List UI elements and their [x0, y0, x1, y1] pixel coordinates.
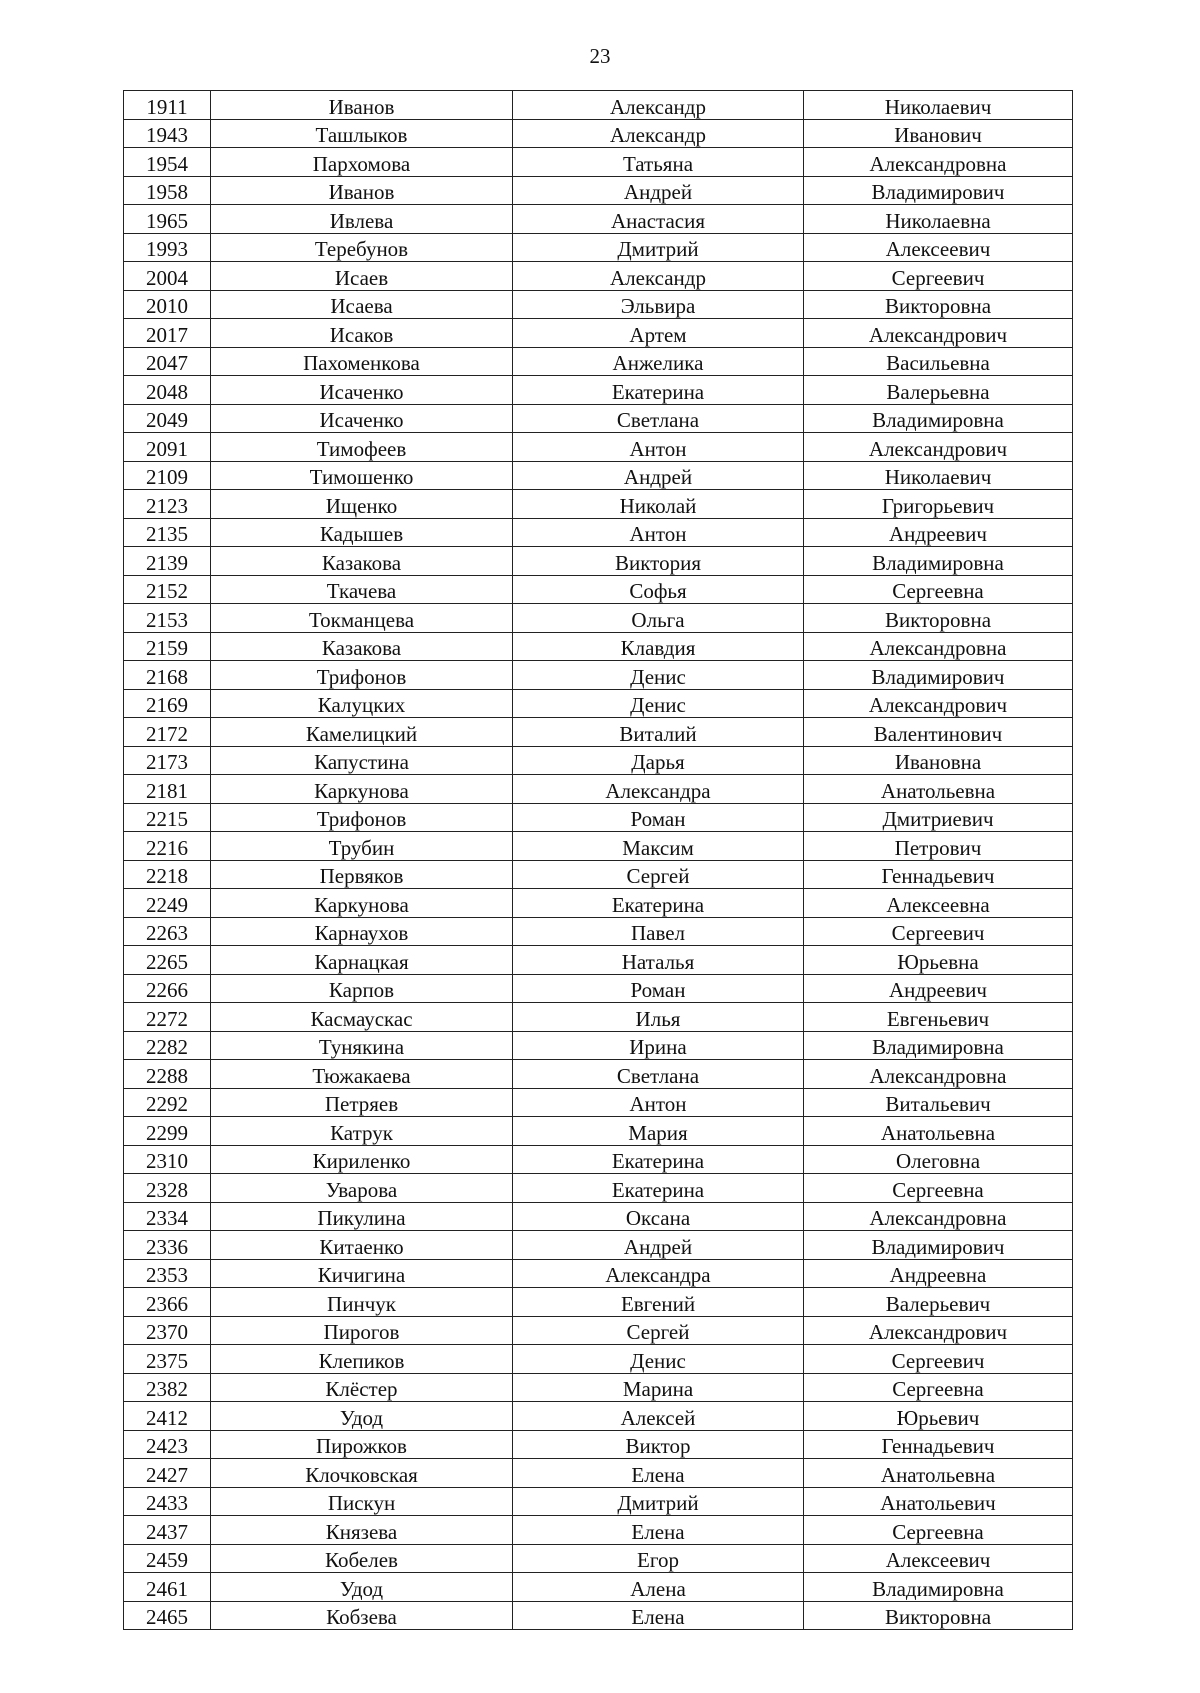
- first-name-cell: Мария: [513, 1117, 804, 1146]
- row-number-cell: 2153: [124, 604, 211, 633]
- table-row: [124, 1345, 1073, 1374]
- last-name-cell: Карпов: [211, 974, 513, 1003]
- last-name-cell: Исаченко: [211, 404, 513, 433]
- patronymic-cell: Николаевич: [804, 91, 1073, 120]
- last-name-cell: Уварова: [211, 1174, 513, 1203]
- row-number-cell: 1993: [124, 233, 211, 262]
- last-name-cell: Петряев: [211, 1088, 513, 1117]
- table-row: [124, 1202, 1073, 1231]
- last-name-cell: Трифонов: [211, 661, 513, 690]
- row-number-cell: 2266: [124, 974, 211, 1003]
- row-number-cell: 2173: [124, 746, 211, 775]
- row-number-cell: 2282: [124, 1031, 211, 1060]
- patronymic-cell: Владимировна: [804, 547, 1073, 576]
- patronymic-cell: Викторовна: [804, 1601, 1073, 1630]
- table-row: [124, 917, 1073, 946]
- first-name-cell: Светлана: [513, 404, 804, 433]
- patronymic-cell: Сергеевна: [804, 575, 1073, 604]
- row-number-cell: 2169: [124, 689, 211, 718]
- row-number-cell: 2459: [124, 1544, 211, 1573]
- patronymic-cell: Валерьевна: [804, 376, 1073, 405]
- last-name-cell: Карнацкая: [211, 946, 513, 975]
- first-name-cell: Максим: [513, 832, 804, 861]
- first-name-cell: Алексей: [513, 1402, 804, 1431]
- table-row: [124, 205, 1073, 234]
- row-number-cell: 2427: [124, 1459, 211, 1488]
- row-number-cell: 2168: [124, 661, 211, 690]
- first-name-cell: Анастасия: [513, 205, 804, 234]
- table-row: [124, 1259, 1073, 1288]
- last-name-cell: Капустина: [211, 746, 513, 775]
- patronymic-cell: Геннадьевич: [804, 1430, 1073, 1459]
- table-row: [124, 860, 1073, 889]
- row-number-cell: 2336: [124, 1231, 211, 1260]
- table-row: [124, 1231, 1073, 1260]
- table-row: [124, 433, 1073, 462]
- table-row: [124, 547, 1073, 576]
- table-row: [124, 632, 1073, 661]
- last-name-cell: Касмаускас: [211, 1003, 513, 1032]
- patronymic-cell: Сергеевич: [804, 917, 1073, 946]
- first-name-cell: Андрей: [513, 176, 804, 205]
- row-number-cell: 2423: [124, 1430, 211, 1459]
- last-name-cell: Пинчук: [211, 1288, 513, 1317]
- patronymic-cell: Васильевна: [804, 347, 1073, 376]
- last-name-cell: Ткачева: [211, 575, 513, 604]
- patronymic-cell: Петрович: [804, 832, 1073, 861]
- patronymic-cell: Владимировна: [804, 404, 1073, 433]
- registry-table-body: [124, 91, 1073, 1630]
- row-number-cell: 1958: [124, 176, 211, 205]
- first-name-cell: Александра: [513, 775, 804, 804]
- last-name-cell: Каркунова: [211, 889, 513, 918]
- last-name-cell: Первяков: [211, 860, 513, 889]
- patronymic-cell: Андреевич: [804, 974, 1073, 1003]
- last-name-cell: Каркунова: [211, 775, 513, 804]
- last-name-cell: Пикулина: [211, 1202, 513, 1231]
- first-name-cell: Денис: [513, 661, 804, 690]
- last-name-cell: Пирожков: [211, 1430, 513, 1459]
- patronymic-cell: Григорьевич: [804, 490, 1073, 519]
- table-row: [124, 347, 1073, 376]
- last-name-cell: Тимошенко: [211, 461, 513, 490]
- patronymic-cell: Витальевич: [804, 1088, 1073, 1117]
- first-name-cell: Наталья: [513, 946, 804, 975]
- patronymic-cell: Владимирович: [804, 1231, 1073, 1260]
- row-number-cell: 2216: [124, 832, 211, 861]
- table-row: [124, 946, 1073, 975]
- last-name-cell: Иванов: [211, 91, 513, 120]
- first-name-cell: Роман: [513, 803, 804, 832]
- patronymic-cell: Владимирович: [804, 176, 1073, 205]
- patronymic-cell: Александровна: [804, 1060, 1073, 1089]
- last-name-cell: Исаченко: [211, 376, 513, 405]
- patronymic-cell: Алексеевна: [804, 889, 1073, 918]
- row-number-cell: 2272: [124, 1003, 211, 1032]
- last-name-cell: Казакова: [211, 632, 513, 661]
- first-name-cell: Дмитрий: [513, 1487, 804, 1516]
- patronymic-cell: Иванович: [804, 119, 1073, 148]
- patronymic-cell: Владимировна: [804, 1031, 1073, 1060]
- patronymic-cell: Олеговна: [804, 1145, 1073, 1174]
- table-row: [124, 889, 1073, 918]
- patronymic-cell: Александровна: [804, 148, 1073, 177]
- table-row: [124, 1117, 1073, 1146]
- table-row: [124, 604, 1073, 633]
- last-name-cell: Исаков: [211, 319, 513, 348]
- table-row: [124, 233, 1073, 262]
- row-number-cell: 2215: [124, 803, 211, 832]
- first-name-cell: Елена: [513, 1516, 804, 1545]
- first-name-cell: Александр: [513, 91, 804, 120]
- row-number-cell: 2109: [124, 461, 211, 490]
- first-name-cell: Роман: [513, 974, 804, 1003]
- registry-table: [123, 90, 1073, 1630]
- patronymic-cell: Валерьевич: [804, 1288, 1073, 1317]
- row-number-cell: 2433: [124, 1487, 211, 1516]
- last-name-cell: Казакова: [211, 547, 513, 576]
- patronymic-cell: Николаевна: [804, 205, 1073, 234]
- first-name-cell: Алена: [513, 1573, 804, 1602]
- table-row: [124, 148, 1073, 177]
- last-name-cell: Тюжакаева: [211, 1060, 513, 1089]
- row-number-cell: 2288: [124, 1060, 211, 1089]
- last-name-cell: Трубин: [211, 832, 513, 861]
- first-name-cell: Павел: [513, 917, 804, 946]
- patronymic-cell: Ивановна: [804, 746, 1073, 775]
- table-row: [124, 1316, 1073, 1345]
- row-number-cell: 2412: [124, 1402, 211, 1431]
- first-name-cell: Антон: [513, 1088, 804, 1117]
- first-name-cell: Андрей: [513, 1231, 804, 1260]
- row-number-cell: 2172: [124, 718, 211, 747]
- last-name-cell: Удод: [211, 1573, 513, 1602]
- patronymic-cell: Владимирович: [804, 661, 1073, 690]
- table-row: [124, 290, 1073, 319]
- table-row: [124, 119, 1073, 148]
- table-row: [124, 689, 1073, 718]
- last-name-cell: Кобзева: [211, 1601, 513, 1630]
- table-row: [124, 490, 1073, 519]
- first-name-cell: Эльвира: [513, 290, 804, 319]
- first-name-cell: Дарья: [513, 746, 804, 775]
- table-row: [124, 376, 1073, 405]
- patronymic-cell: Викторовна: [804, 290, 1073, 319]
- patronymic-cell: Сергеевич: [804, 1345, 1073, 1374]
- patronymic-cell: Андреевич: [804, 518, 1073, 547]
- patronymic-cell: Александровна: [804, 632, 1073, 661]
- patronymic-cell: Викторовна: [804, 604, 1073, 633]
- last-name-cell: Кобелев: [211, 1544, 513, 1573]
- first-name-cell: Светлана: [513, 1060, 804, 1089]
- first-name-cell: Егор: [513, 1544, 804, 1573]
- row-number-cell: 2461: [124, 1573, 211, 1602]
- row-number-cell: 2047: [124, 347, 211, 376]
- row-number-cell: 2265: [124, 946, 211, 975]
- first-name-cell: Александр: [513, 119, 804, 148]
- first-name-cell: Екатерина: [513, 1174, 804, 1203]
- patronymic-cell: Алексеевич: [804, 1544, 1073, 1573]
- row-number-cell: 1954: [124, 148, 211, 177]
- row-number-cell: 2135: [124, 518, 211, 547]
- patronymic-cell: Анатольевич: [804, 1487, 1073, 1516]
- first-name-cell: Елена: [513, 1459, 804, 1488]
- table-row: [124, 1601, 1073, 1630]
- first-name-cell: Сергей: [513, 1316, 804, 1345]
- first-name-cell: Екатерина: [513, 889, 804, 918]
- patronymic-cell: Евгеньевич: [804, 1003, 1073, 1032]
- last-name-cell: Кадышев: [211, 518, 513, 547]
- table-row: [124, 1487, 1073, 1516]
- first-name-cell: Ирина: [513, 1031, 804, 1060]
- row-number-cell: 2123: [124, 490, 211, 519]
- row-number-cell: 2328: [124, 1174, 211, 1203]
- first-name-cell: Елена: [513, 1601, 804, 1630]
- patronymic-cell: Николаевич: [804, 461, 1073, 490]
- first-name-cell: Николай: [513, 490, 804, 519]
- last-name-cell: Токманцева: [211, 604, 513, 633]
- table-row: [124, 1174, 1073, 1203]
- patronymic-cell: Алексеевич: [804, 233, 1073, 262]
- first-name-cell: Виталий: [513, 718, 804, 747]
- patronymic-cell: Анатольевна: [804, 1459, 1073, 1488]
- first-name-cell: Александра: [513, 1259, 804, 1288]
- row-number-cell: 2091: [124, 433, 211, 462]
- patronymic-cell: Сергеевич: [804, 262, 1073, 291]
- last-name-cell: Калуцких: [211, 689, 513, 718]
- table-row: [124, 1516, 1073, 1545]
- last-name-cell: Исаев: [211, 262, 513, 291]
- table-row: [124, 974, 1073, 1003]
- last-name-cell: Иванов: [211, 176, 513, 205]
- first-name-cell: Сергей: [513, 860, 804, 889]
- table-row: [124, 718, 1073, 747]
- last-name-cell: Кичигина: [211, 1259, 513, 1288]
- row-number-cell: 2049: [124, 404, 211, 433]
- last-name-cell: Удод: [211, 1402, 513, 1431]
- first-name-cell: Евгений: [513, 1288, 804, 1317]
- page-number: 23: [589, 44, 611, 68]
- last-name-cell: Клёстер: [211, 1373, 513, 1402]
- patronymic-cell: Дмитриевич: [804, 803, 1073, 832]
- table-row: [124, 746, 1073, 775]
- row-number-cell: 2139: [124, 547, 211, 576]
- patronymic-cell: Юрьевна: [804, 946, 1073, 975]
- patronymic-cell: Александрович: [804, 433, 1073, 462]
- table-row: [124, 404, 1073, 433]
- table-row: [124, 91, 1073, 120]
- row-number-cell: 2010: [124, 290, 211, 319]
- patronymic-cell: Владимировна: [804, 1573, 1073, 1602]
- first-name-cell: Андрей: [513, 461, 804, 490]
- row-number-cell: 2152: [124, 575, 211, 604]
- first-name-cell: Клавдия: [513, 632, 804, 661]
- row-number-cell: 1965: [124, 205, 211, 234]
- last-name-cell: Теребунов: [211, 233, 513, 262]
- last-name-cell: Трифонов: [211, 803, 513, 832]
- last-name-cell: Тимофеев: [211, 433, 513, 462]
- table-row: [124, 262, 1073, 291]
- first-name-cell: Софья: [513, 575, 804, 604]
- last-name-cell: Пахоменкова: [211, 347, 513, 376]
- row-number-cell: 2249: [124, 889, 211, 918]
- table-row: [124, 1573, 1073, 1602]
- first-name-cell: Виктория: [513, 547, 804, 576]
- first-name-cell: Ольга: [513, 604, 804, 633]
- first-name-cell: Антон: [513, 433, 804, 462]
- row-number-cell: 2017: [124, 319, 211, 348]
- row-number-cell: 2334: [124, 1202, 211, 1231]
- table-row: [124, 518, 1073, 547]
- row-number-cell: 2465: [124, 1601, 211, 1630]
- last-name-cell: Пирогов: [211, 1316, 513, 1345]
- patronymic-cell: Сергеевна: [804, 1174, 1073, 1203]
- row-number-cell: 2382: [124, 1373, 211, 1402]
- last-name-cell: Пискун: [211, 1487, 513, 1516]
- first-name-cell: Анжелика: [513, 347, 804, 376]
- table-row: [124, 1288, 1073, 1317]
- first-name-cell: Татьяна: [513, 148, 804, 177]
- table-row: [124, 1430, 1073, 1459]
- last-name-cell: Пархомова: [211, 148, 513, 177]
- row-number-cell: 2299: [124, 1117, 211, 1146]
- table-row: [124, 1459, 1073, 1488]
- row-number-cell: 1943: [124, 119, 211, 148]
- row-number-cell: 1911: [124, 91, 211, 120]
- table-row: [124, 1060, 1073, 1089]
- row-number-cell: 2375: [124, 1345, 211, 1374]
- last-name-cell: Катрук: [211, 1117, 513, 1146]
- table-row: [124, 803, 1073, 832]
- last-name-cell: Камелицкий: [211, 718, 513, 747]
- last-name-cell: Карнаухов: [211, 917, 513, 946]
- patronymic-cell: Анатольевна: [804, 775, 1073, 804]
- row-number-cell: 2181: [124, 775, 211, 804]
- table-row: [124, 1003, 1073, 1032]
- patronymic-cell: Валентинович: [804, 718, 1073, 747]
- row-number-cell: 2159: [124, 632, 211, 661]
- table-row: [124, 1373, 1073, 1402]
- patronymic-cell: Александровна: [804, 1202, 1073, 1231]
- last-name-cell: Ищенко: [211, 490, 513, 519]
- table-row: [124, 1402, 1073, 1431]
- table-row: [124, 176, 1073, 205]
- patronymic-cell: Сергеевна: [804, 1516, 1073, 1545]
- row-number-cell: 2437: [124, 1516, 211, 1545]
- first-name-cell: Антон: [513, 518, 804, 547]
- last-name-cell: Князева: [211, 1516, 513, 1545]
- first-name-cell: Екатерина: [513, 376, 804, 405]
- table-row: [124, 661, 1073, 690]
- first-name-cell: Денис: [513, 1345, 804, 1374]
- table-row: [124, 319, 1073, 348]
- patronymic-cell: Анатольевна: [804, 1117, 1073, 1146]
- first-name-cell: Оксана: [513, 1202, 804, 1231]
- row-number-cell: 2263: [124, 917, 211, 946]
- row-number-cell: 2048: [124, 376, 211, 405]
- last-name-cell: Тунякина: [211, 1031, 513, 1060]
- row-number-cell: 2370: [124, 1316, 211, 1345]
- patronymic-cell: Андреевна: [804, 1259, 1073, 1288]
- row-number-cell: 2218: [124, 860, 211, 889]
- last-name-cell: Китаенко: [211, 1231, 513, 1260]
- table-row: [124, 575, 1073, 604]
- last-name-cell: Клочковская: [211, 1459, 513, 1488]
- row-number-cell: 2004: [124, 262, 211, 291]
- table-row: [124, 461, 1073, 490]
- last-name-cell: Исаева: [211, 290, 513, 319]
- patronymic-cell: Александрович: [804, 1316, 1073, 1345]
- last-name-cell: Клепиков: [211, 1345, 513, 1374]
- first-name-cell: Артем: [513, 319, 804, 348]
- table-row: [124, 775, 1073, 804]
- first-name-cell: Денис: [513, 689, 804, 718]
- first-name-cell: Александр: [513, 262, 804, 291]
- table-row: [124, 1031, 1073, 1060]
- last-name-cell: Ташлыков: [211, 119, 513, 148]
- row-number-cell: 2310: [124, 1145, 211, 1174]
- row-number-cell: 2366: [124, 1288, 211, 1317]
- first-name-cell: Илья: [513, 1003, 804, 1032]
- row-number-cell: 2292: [124, 1088, 211, 1117]
- patronymic-cell: Александрович: [804, 319, 1073, 348]
- first-name-cell: Виктор: [513, 1430, 804, 1459]
- patronymic-cell: Юрьевич: [804, 1402, 1073, 1431]
- table-row: [124, 1088, 1073, 1117]
- table-row: [124, 1145, 1073, 1174]
- patronymic-cell: Александрович: [804, 689, 1073, 718]
- row-number-cell: 2353: [124, 1259, 211, 1288]
- first-name-cell: Екатерина: [513, 1145, 804, 1174]
- first-name-cell: Дмитрий: [513, 233, 804, 262]
- table-row: [124, 832, 1073, 861]
- patronymic-cell: Сергеевна: [804, 1373, 1073, 1402]
- last-name-cell: Кириленко: [211, 1145, 513, 1174]
- first-name-cell: Марина: [513, 1373, 804, 1402]
- patronymic-cell: Геннадьевич: [804, 860, 1073, 889]
- last-name-cell: Ивлева: [211, 205, 513, 234]
- table-row: [124, 1544, 1073, 1573]
